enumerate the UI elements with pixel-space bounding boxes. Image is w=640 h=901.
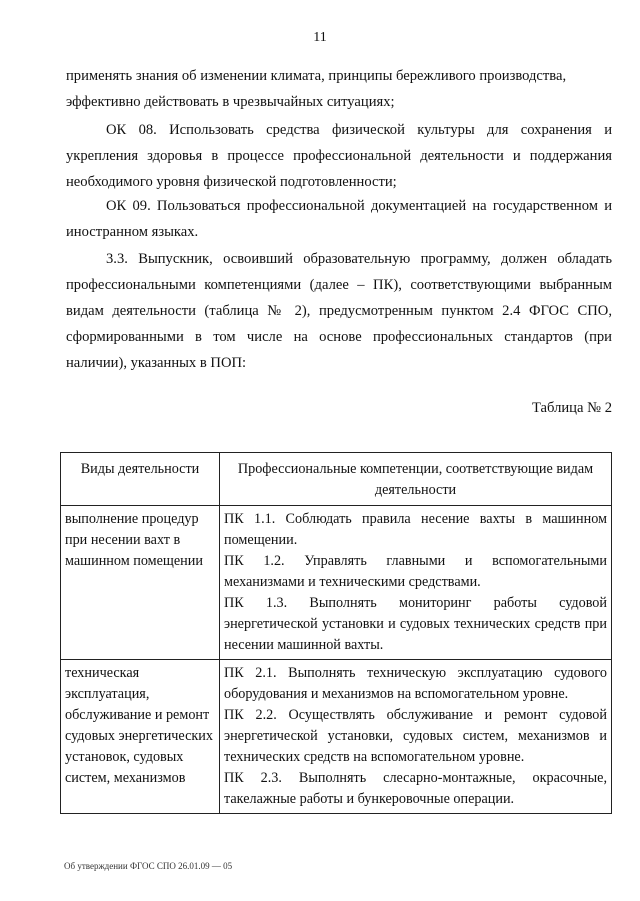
competency-item: ПК 2.2. Осуществлять обслуживание и ремонт судовой энергетической установки, судовых систем, механизмов и технических средств на вспомогательном уровне. [224,707,607,765]
competency-item: ПК 1.1. Соблюдать правила несение вахты в машинном помещении. [224,511,607,548]
paragraph-climate [66,63,612,115]
competency-item: ПК 2.1. Выполнять техническую эксплуатацию судового оборудования и механизмов на вспомогательном уровне. [224,665,607,702]
competencies-cell [220,660,612,814]
competency-item: ПК 1.3. Выполнять мониторинг работы судовой энергетической установки и судовых технических средств при несении машинной вахты. [224,595,607,653]
activity-cell: выполнение процедур при несении вахт в машинном помещении [61,506,220,660]
paragraph-text: применять знания об изменении климата, принципы бережливого производства, эффективно действовать в чрезвычайных ситуациях; [66,68,567,110]
header-competencies: Профессиональные компетенции, соответствующие видам деятельности [220,453,612,506]
table-row [61,506,612,660]
competencies-table [60,452,612,814]
paragraph-text: ОК 08. Использовать средства физической культуры для сохранения и укрепления здоровья в процессе профессиональной деятельности и поддержания необходимого уровня физической подготовленности; [66,122,612,190]
table-row [61,660,612,814]
competencies-cell [220,506,612,660]
paragraph-ok08 [66,117,612,195]
table-caption: Таблица № 2 [532,400,612,416]
paragraph-ok09 [66,193,612,245]
competency-item: ПК 1.2. Управлять главными и вспомогательными механизмами и техническими средствами. [224,553,607,590]
activity-cell: техническая эксплуатация, обслуживание и ремонт судовых энергетических установок, судовых систем, механизмов [61,660,220,814]
paragraph-text: ОК 09. Пользоваться профессиональной документацией на государственном и иностранном языках. [66,198,612,240]
footer-note: Об утверждении ФГОС СПО 26.01.09 — 05 [64,861,233,871]
page-number: 11 [313,30,327,45]
paragraph-3-3 [66,246,612,376]
header-activities: Виды деятельности [61,453,220,506]
paragraph-text: 3.3. Выпускник, освоивший образовательную программу, должен обладать профессиональными компетенциями (далее – ПК), соответствующими выбранным видам деятельности (таблица № 2), предусмотренным пунктом 2.4 ФГОС СПО, сформированными в том числе на основе профессиональных стандартов (при наличии), указанных в ПОП: [66,251,612,371]
competency-item: ПК 2.3. Выполнять слесарно-монтажные, окрасочные, такелажные работы и бункеровочные операции. [224,770,607,807]
table-header-row [61,453,612,506]
